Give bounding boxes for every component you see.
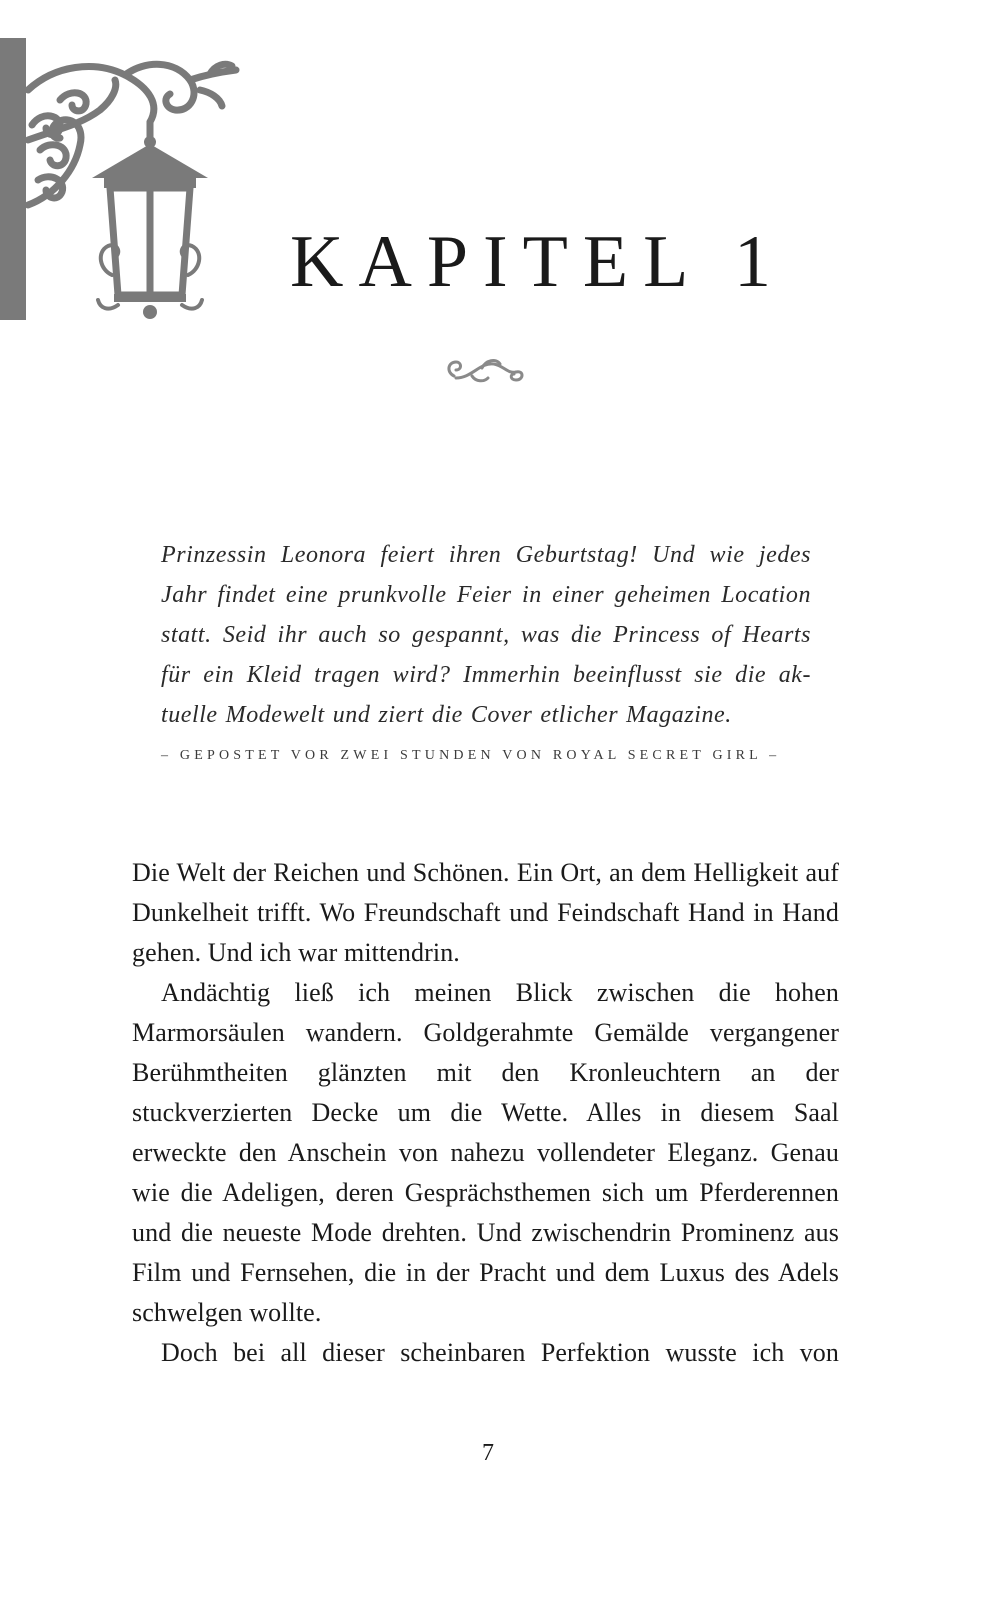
page-number: 7 <box>482 1440 494 1466</box>
intro-line: Jahr findet eine prunkvolle Feier in einer geheimen Location <box>161 582 811 608</box>
flourish-divider-icon <box>442 350 528 390</box>
body-text <box>132 853 839 1373</box>
lantern-bracket-icon <box>0 30 250 330</box>
intro-line: für ein Kleid tragen wird? Immerhin beeinflusst sie die ak- <box>161 662 811 688</box>
intro-line: statt. Seid ihr auch so gespannt, was die Princess of Hearts <box>161 622 811 648</box>
intro-quote <box>161 535 811 735</box>
intro-line: Prinzessin Leonora feiert ihren Geburtstag! Und wie jedes <box>161 542 811 568</box>
paragraph: Andächtig ließ ich meinen Blick zwischen die hohen Marmorsäulen wandern. Goldgerahmte Gemälde vergangener Berühmtheiten glänzten mit den Kronleuchtern an der stuckverzierten Decke um die Wette. Alles in diesem Saal erweckte den Anschein von nahezu vollendeter Eleganz. Genau wie die Adeligen, deren Gesprächsthemen sich um Pferderennen und die neueste Mode drehten. Und zwischendrin Prominenz aus Film und Fernsehen, die in der Pracht und dem Luxus des Adels schwelgen wollte. <box>132 978 839 1327</box>
paragraph: Doch bei all dieser scheinbaren Perfektion wusste ich von <box>161 1338 839 1367</box>
intro-line: tuelle Modewelt und ziert die Cover etlicher Magazine. <box>161 702 732 728</box>
post-attribution: – GEPOSTET VOR ZWEI STUNDEN VON ROYAL SECRET GIRL – <box>161 748 781 763</box>
chapter-title: KAPITEL 1 <box>290 221 787 303</box>
paragraph: Die Welt der Reichen und Schönen. Ein Ort, an dem Helligkeit auf Dunkelheit trifft. Wo Freundschaft und Feindschaft Hand in Hand gehen. Und ich war mittendrin. <box>132 858 839 967</box>
